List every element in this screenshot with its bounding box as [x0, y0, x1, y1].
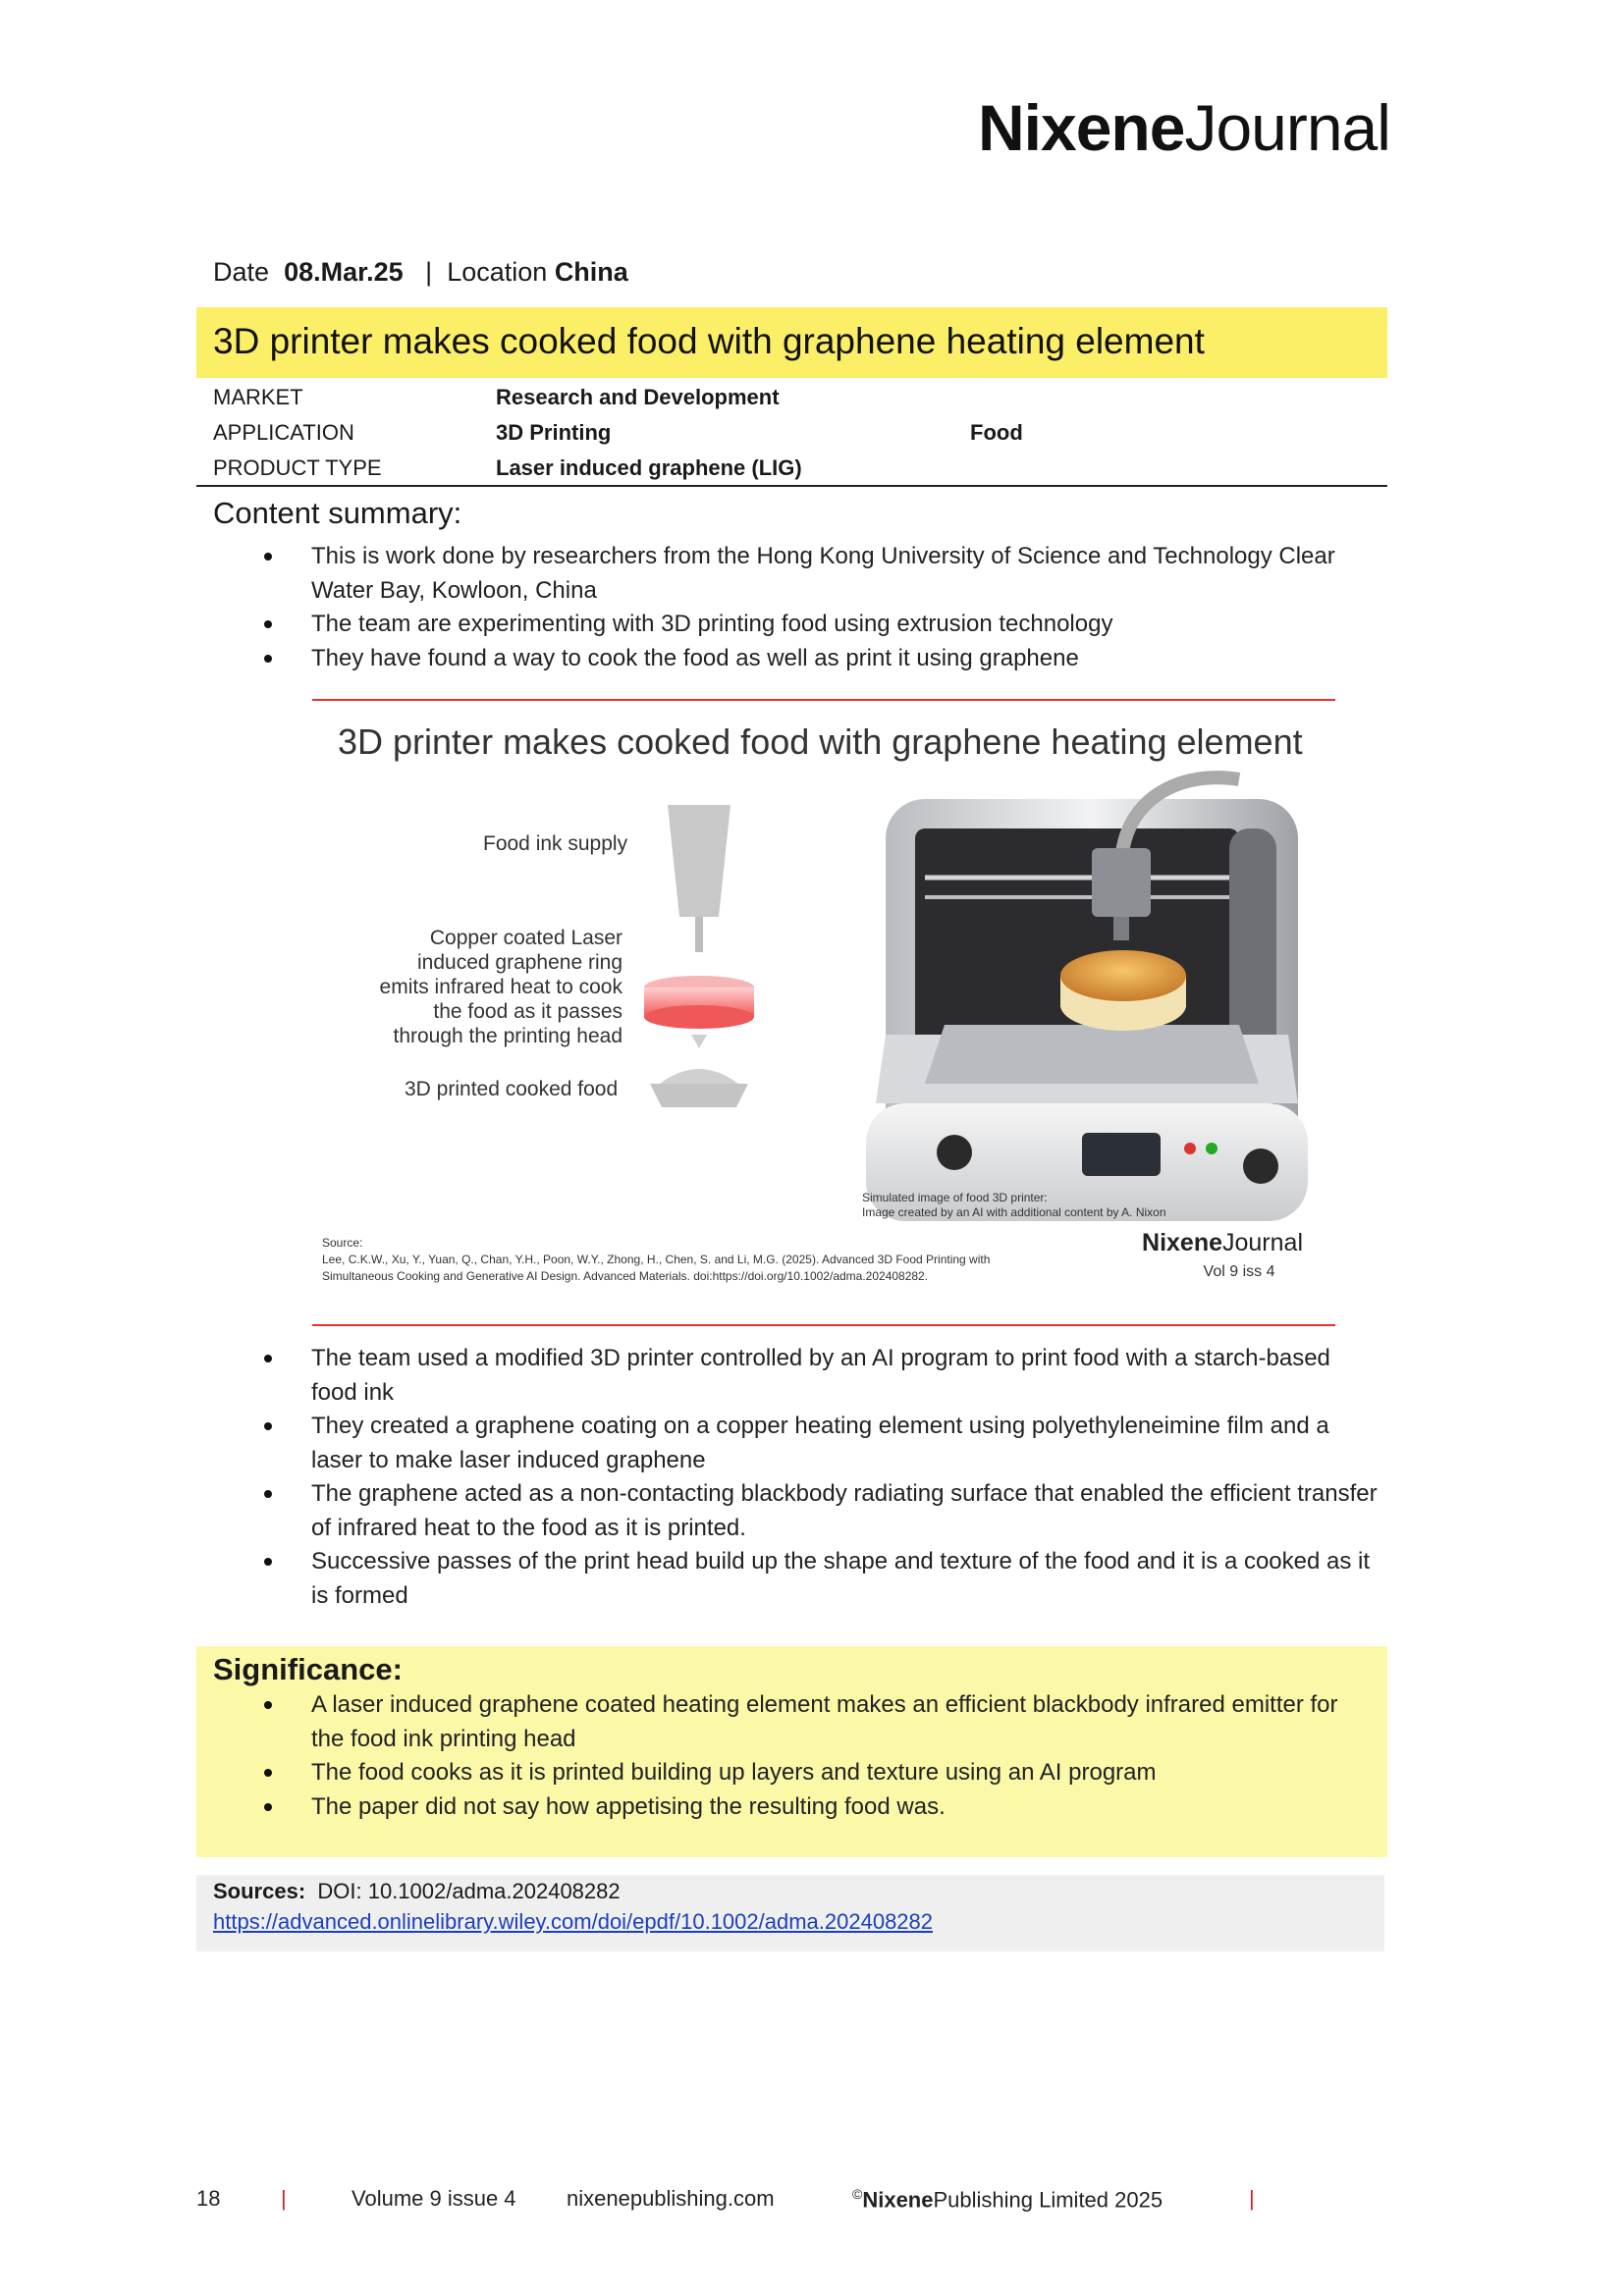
figure-vol: Vol 9 iss 4: [1203, 1263, 1275, 1280]
list-item: [311, 1756, 1352, 1790]
list-item: [311, 540, 1372, 608]
summary-heading: Content summary:: [213, 496, 462, 530]
bullet-icon: [264, 1422, 272, 1430]
list-item-text: The team used a modified 3D printer controlled by an AI program to print food with a starch-based food ink: [311, 1345, 1330, 1406]
list-item: [311, 1545, 1381, 1613]
label-ring-line4: the food as it passes: [433, 1000, 622, 1023]
application-value-secondary: Food: [970, 420, 1023, 445]
list-item: [311, 642, 1372, 676]
source-label: Source:: [322, 1236, 363, 1250]
list-item: [311, 1342, 1381, 1410]
list-item: [311, 1688, 1352, 1756]
list-item-text: The food cooks as it is printed building up layers and texture using an AI program: [311, 1759, 1157, 1786]
sources-label: Sources:: [213, 1879, 306, 1903]
bullet-icon: [264, 1701, 272, 1709]
list-item-text: They have found a way to cook the food as well as print it using graphene: [311, 644, 1079, 671]
figure-title: 3D printer makes cooked food with graphene heating element: [338, 721, 1303, 762]
date-label: Date: [213, 257, 270, 287]
printer-illustration: [866, 777, 1308, 1221]
significance-heading: Significance:: [213, 1652, 403, 1686]
brand-light: Journal: [1184, 91, 1390, 164]
location-label: Location: [447, 257, 548, 287]
list-item-text: The paper did not say how appetising the resulting food was.: [311, 1792, 946, 1820]
dateline: [213, 257, 628, 288]
list-item-text: The team are experimenting with 3D printing food using extrusion technology: [311, 611, 1113, 637]
application-value: 3D Printing: [496, 420, 612, 445]
list-item-text: A laser induced graphene coated heating element makes an efficient blackbody infrared emitter for the food ink printing head: [311, 1691, 1338, 1752]
masthead-logo: [978, 90, 1390, 165]
copyright-rest: Publishing Limited 2025: [933, 2187, 1163, 2213]
copyright-brand: Nixene: [862, 2187, 934, 2213]
meta-divider: [196, 485, 1387, 487]
detail-list: [311, 1342, 1381, 1613]
sources-doi: DOI: 10.1002/adma.202408282: [317, 1879, 621, 1903]
label-cooked-food: 3D printed cooked food: [405, 1078, 619, 1100]
label-food-ink-supply: Food ink supply: [483, 832, 628, 855]
bullet-icon: [264, 1558, 272, 1566]
figure-rule-top: [312, 699, 1335, 701]
figure-brand: NixeneJournal: [1142, 1229, 1303, 1256]
footer-divider-2: |: [1249, 2186, 1255, 2211]
list-item: [311, 1410, 1381, 1477]
list-item-text: This is work done by researchers from the Hong Kong University of Science and Technology Clear Water Bay, Kowloon, China: [311, 543, 1335, 604]
sources-link[interactable]: https://advanced.onlinelibrary.wiley.com/doi/epdf/10.1002/adma.202408282: [213, 1909, 934, 1934]
footer-volume: Volume 9 issue 4: [352, 2186, 516, 2211]
date-value: 08.Mar.25: [284, 257, 404, 287]
significance-list: [311, 1688, 1352, 1824]
copyright-symbol: ©: [852, 2186, 863, 2202]
footer-site: nixenepublishing.com: [567, 2186, 775, 2211]
sources-line: [213, 1879, 621, 1904]
footer-copyright: [852, 2186, 1163, 2213]
cooked-food-dish: [650, 1084, 748, 1107]
market-value: Research and Development: [496, 385, 780, 409]
list-item: [311, 608, 1372, 642]
market-label: MARKET: [213, 385, 303, 409]
label-ring-line5: through the printing head: [393, 1025, 622, 1047]
bullet-icon: [264, 655, 272, 663]
list-item: [311, 1790, 1352, 1825]
extruder-nozzle: [695, 917, 703, 952]
label-ring-line3: emits infrared heat to cook: [379, 976, 622, 998]
list-item: [311, 1477, 1381, 1545]
list-item-text: Successive passes of the print head build up the shape and texture of the food and it is a cooked as it is formed: [311, 1548, 1371, 1609]
dateline-separator: |: [425, 257, 433, 287]
bullet-icon: [264, 1803, 272, 1811]
location-value: China: [554, 257, 628, 287]
bullet-icon: [264, 1769, 272, 1777]
product-type-value: Laser induced graphene (LIG): [496, 455, 802, 480]
bullet-icon: [264, 620, 272, 628]
printer-figure: [316, 711, 1357, 1300]
product-type-label: PRODUCT TYPE: [213, 455, 382, 480]
summary-list: [311, 540, 1372, 675]
footer-divider-1: |: [281, 2186, 287, 2211]
sim-caption-line1: Simulated image of food 3D printer:: [862, 1191, 1048, 1204]
bullet-icon: [264, 1355, 272, 1362]
application-label: APPLICATION: [213, 420, 354, 445]
list-item-text: The graphene acted as a non-contacting blackbody radiating surface that enabled the efficient transfer of infrared heat to the food as it is printed.: [311, 1480, 1378, 1541]
figure-rule-bottom: [312, 1324, 1335, 1326]
brand-bold: Nixene: [978, 91, 1185, 164]
footer-page-number: 18: [196, 2186, 221, 2211]
label-ring-line2: induced graphene ring: [417, 951, 622, 974]
sim-caption-line2: Image created by an AI with additional content by A. Nixon: [862, 1205, 1166, 1219]
bullet-icon: [264, 1490, 272, 1498]
source-line2: Simultaneous Cooking and Generative AI Design. Advanced Materials. doi:https://doi.org/10.1002/adma.202408282.: [322, 1269, 929, 1283]
list-item-text: They created a graphene coating on a copper heating element using polyethyleneimine film and a laser to make laser induced graphene: [311, 1413, 1329, 1473]
bullet-icon: [264, 553, 272, 561]
source-line1: Lee, C.K.W., Xu, Y., Yuan, Q., Chan, Y.H., Poon, W.Y., Zhong, H., Chen, S. and Li, M.G. (2025). Advanced 3D Food Printing with: [322, 1253, 991, 1266]
label-ring-line1: Copper coated Laser: [429, 927, 622, 949]
article-title: 3D printer makes cooked food with graphene heating element: [213, 321, 1205, 361]
